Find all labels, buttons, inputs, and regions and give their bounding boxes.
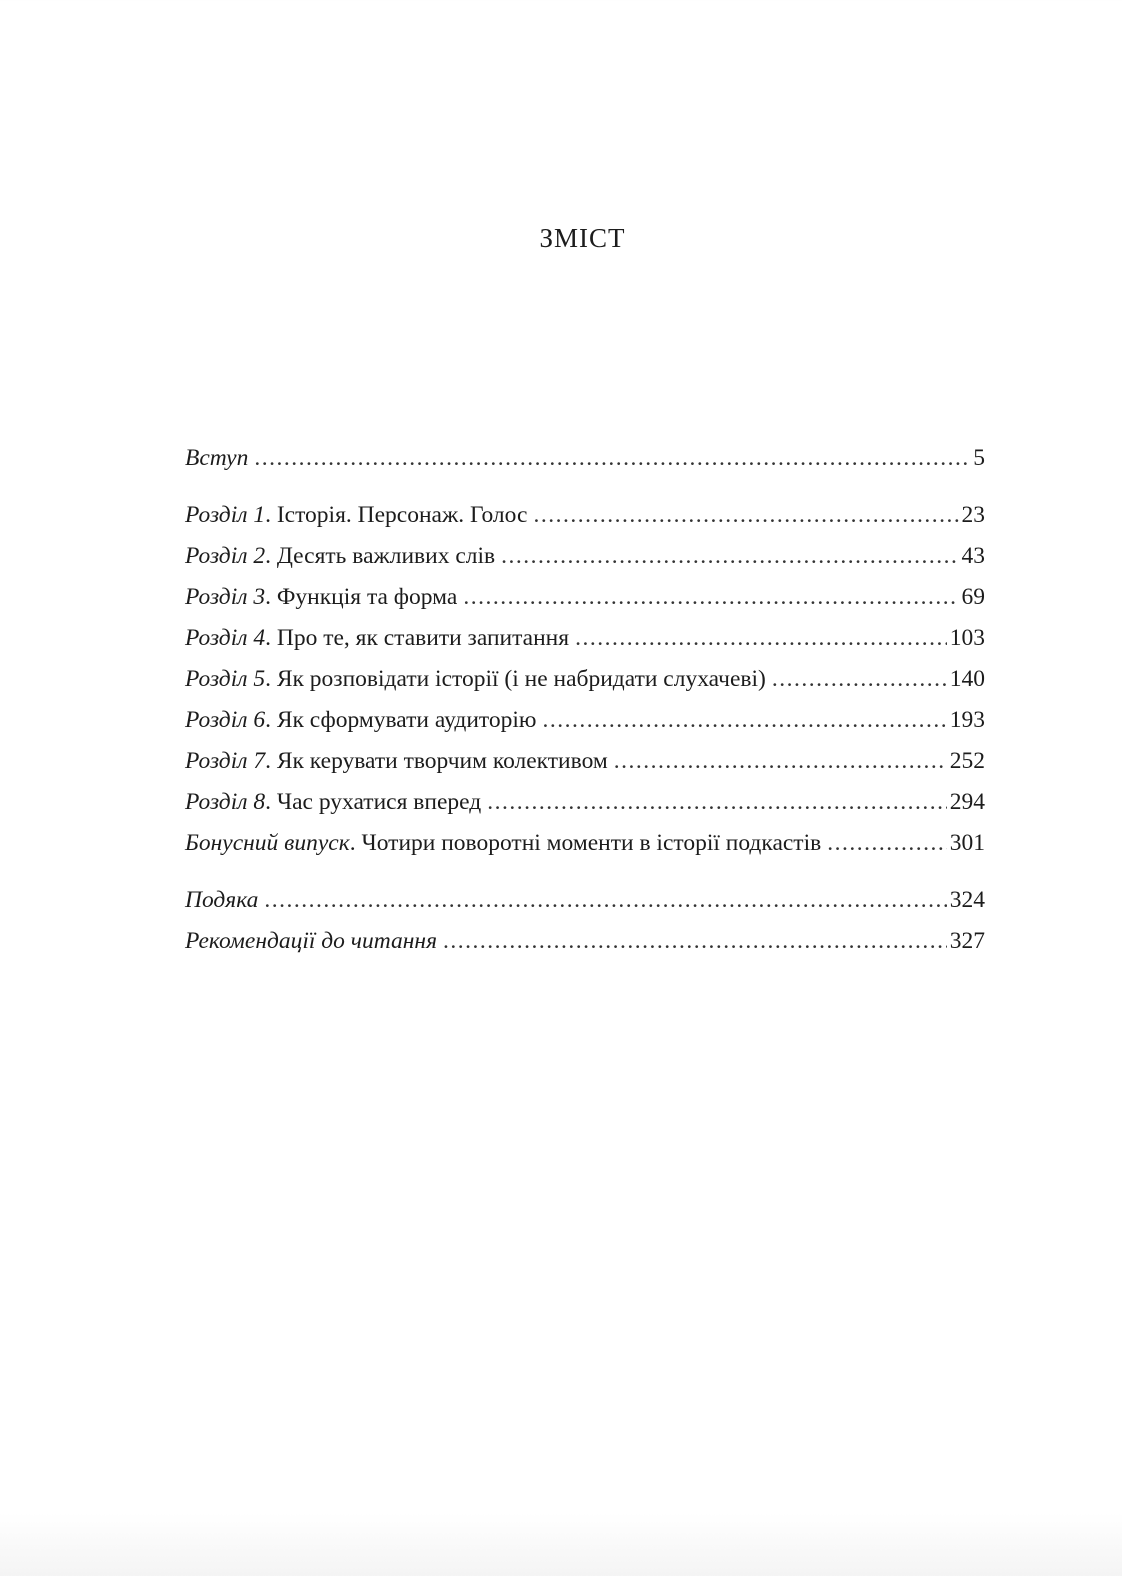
toc-entry-prefix: Розділ 3 <box>185 584 266 610</box>
dot-leader <box>501 536 958 577</box>
toc-entry-chapter-6 <box>185 700 985 741</box>
dot-leader <box>264 880 946 921</box>
toc-entry-text: . Чотири поворотні моменти в історії подкастів <box>349 830 822 856</box>
dot-leader <box>254 438 970 479</box>
toc-entry-text: . Як керувати творчим колективом <box>265 748 608 774</box>
toc-entry-intro <box>185 438 985 479</box>
toc-entry-page: 324 <box>949 887 985 913</box>
toc-entry-page: 23 <box>961 502 985 528</box>
toc-entry-page: 294 <box>949 789 985 815</box>
toc-entry-page: 103 <box>949 625 985 651</box>
toc-entry-text: . Про те, як ставити запитання <box>265 625 570 651</box>
toc-entry-text: . Як розповідати історії (і не набридати слухачеві) <box>265 666 766 692</box>
dot-leader <box>827 823 947 864</box>
toc-entry-chapter-7 <box>185 741 985 782</box>
toc-entry-page: 69 <box>961 584 985 610</box>
page-title: ЗМІСТ <box>539 223 626 253</box>
toc-entry-page: 193 <box>949 707 985 733</box>
toc-entry-page: 252 <box>949 748 985 774</box>
toc-entry-chapter-5 <box>185 659 985 700</box>
toc-entry-prefix: Подяка <box>185 887 259 913</box>
toc-entry-bonus <box>185 823 985 864</box>
toc-entry-text: . Історія. Персонаж. Голос <box>265 502 528 528</box>
toc-entry-page: 301 <box>949 830 985 856</box>
toc-entry-prefix: Розділ 2 <box>185 543 266 569</box>
dot-leader <box>533 495 958 536</box>
toc-entry-prefix: Розділ 6 <box>185 707 266 733</box>
toc-entry-page: 43 <box>961 543 985 569</box>
dot-leader <box>487 782 947 823</box>
dot-leader <box>443 921 947 962</box>
toc-entry-acknowledgements <box>185 880 985 921</box>
toc-entry-text: . Час рухатися вперед <box>265 789 482 815</box>
toc-entry-text: . Десять важливих слів <box>265 543 496 569</box>
table-of-contents <box>185 438 985 962</box>
toc-entry-prefix: Вступ <box>185 445 249 471</box>
toc-entry-prefix: Розділ 1 <box>185 502 266 528</box>
toc-entry-chapter-3 <box>185 577 985 618</box>
dot-leader <box>772 659 947 700</box>
dot-leader <box>575 618 947 659</box>
toc-entry-text: . Як сформувати аудиторію <box>265 707 537 733</box>
toc-entry-page: 327 <box>949 928 985 954</box>
toc-entry-prefix: Бонусний випуск <box>185 830 350 856</box>
dot-leader <box>614 741 947 782</box>
toc-entry-page: 140 <box>949 666 985 692</box>
toc-entry-prefix: Розділ 7 <box>185 748 266 774</box>
toc-entry-prefix: Розділ 4 <box>185 625 266 651</box>
toc-entry-page: 5 <box>973 445 985 471</box>
toc-entry-chapter-2 <box>185 536 985 577</box>
toc-entry-chapter-4 <box>185 618 985 659</box>
toc-entry-chapter-1 <box>185 495 985 536</box>
dot-leader <box>463 577 958 618</box>
toc-entry-text: . Функція та форма <box>265 584 458 610</box>
dot-leader <box>542 700 946 741</box>
toc-entry-prefix: Розділ 8 <box>185 789 266 815</box>
toc-entry-prefix: Розділ 5 <box>185 666 266 692</box>
toc-entry-prefix: Рекомендації до читання <box>185 928 438 954</box>
toc-entry-reading-recommendations <box>185 921 985 962</box>
toc-entry-chapter-8 <box>185 782 985 823</box>
